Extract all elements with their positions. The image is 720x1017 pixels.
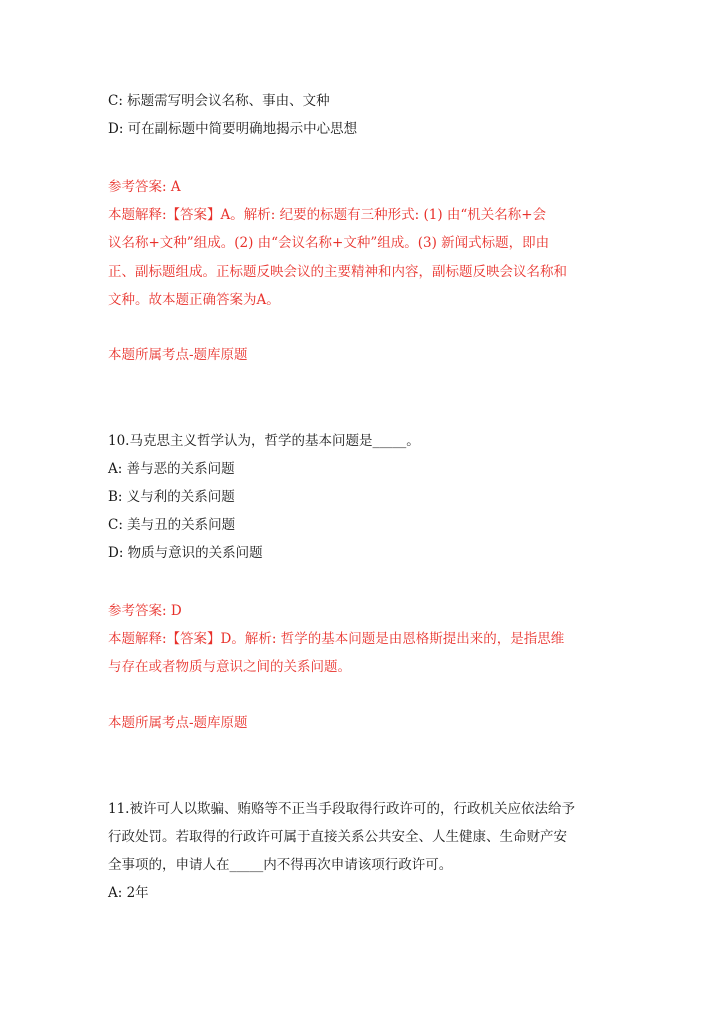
q11-option-a: A: 2年 — [108, 885, 149, 901]
q9-answer: 参考答案: A — [108, 179, 181, 195]
q10-option-a: A: 善与恶的关系问题 — [108, 461, 235, 477]
q10-answer: 参考答案: D — [108, 603, 182, 619]
q9-source: 本题所属考点-题库原题 — [108, 347, 248, 363]
q10-explanation-line: 与存在或者物质与意识之间的关系问题。 — [108, 659, 351, 675]
q10-explanation-line: 本题解释:【答案】D。解析: 哲学的基本问题是由恩格斯提出来的，是指思维 — [108, 631, 565, 647]
q10-option-b: B: 义与利的关系问题 — [108, 489, 235, 505]
q10-option-c: C: 美与丑的关系问题 — [108, 517, 236, 533]
q11-question-line: 11.被许可人以欺骗、贿赂等不正当手段取得行政许可的，行政机关应依法给予 — [108, 801, 575, 817]
q9-option-c: C: 标题需写明会议名称、事由、文种 — [108, 93, 330, 109]
q9-option-d: D: 可在副标题中简要明确地揭示中心思想 — [108, 121, 358, 137]
q10-source: 本题所属考点-题库原题 — [108, 715, 248, 731]
q9-explanation-line: 本题解释:【答案】A。解析: 纪要的标题有三种形式: (1) 由“机关名称+会 — [108, 207, 547, 223]
q11-question-line: 行政处罚。若取得的行政许可属于直接关系公共安全、人生健康、生命财产安 — [108, 829, 567, 845]
q10-question: 10.马克思主义哲学认为，哲学的基本问题是_____。 — [108, 433, 420, 449]
q9-explanation-line: 文种。故本题正确答案为A。 — [108, 292, 280, 308]
q9-explanation-line: 议名称+文种”组成。(2) 由“会议名称+文种”组成。(3) 新闻式标题，即由 — [108, 235, 550, 251]
q10-option-d: D: 物质与意识的关系问题 — [108, 545, 263, 561]
q9-explanation-line: 正、副标题组成。正标题反映会议的主要精神和内容，副标题反映会议名称和 — [108, 264, 567, 280]
q11-question-line: 全事项的，申请人在_____内不得再次申请该项行政许可。 — [108, 857, 453, 873]
